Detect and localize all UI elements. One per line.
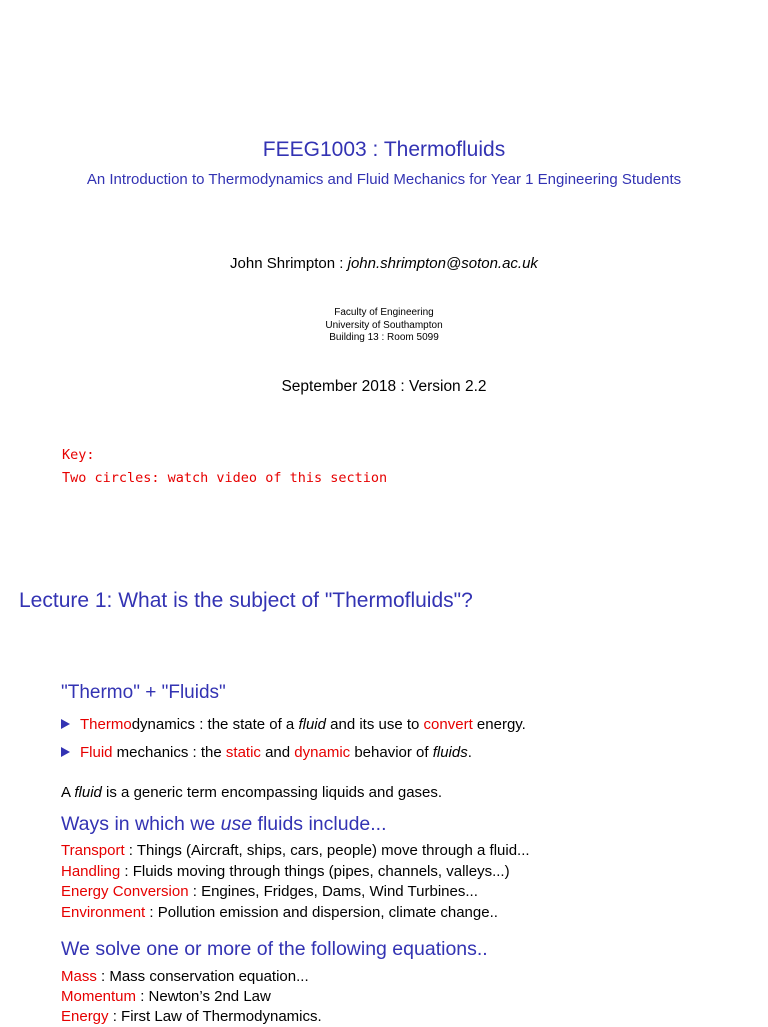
key-two-circles: Two circles: watch video of this section bbox=[62, 470, 388, 486]
bullet-convert-term: convert bbox=[423, 716, 473, 733]
equation-term: Momentum bbox=[61, 988, 137, 1005]
equation-term: Energy bbox=[61, 1008, 109, 1025]
list-item bbox=[61, 987, 322, 1007]
thermo-fluids-heading: "Thermo" + "Fluids" bbox=[61, 682, 226, 703]
fluid-definition bbox=[61, 784, 442, 801]
fluid-def-text: A bbox=[61, 784, 75, 801]
author-line bbox=[0, 255, 768, 272]
ways-desc: : Pollution emission and dispersion, climate change.. bbox=[145, 903, 498, 921]
bullet-triangle-icon bbox=[61, 719, 70, 729]
equation-desc: : First Law of Thermodynamics. bbox=[108, 1008, 322, 1025]
bullet-text: energy. bbox=[472, 716, 526, 733]
ways-desc: : Engines, Fridges, Dams, Wind Turbines... bbox=[188, 883, 478, 900]
bullet-fluids-italic: fluids bbox=[432, 744, 468, 761]
list-item bbox=[61, 862, 530, 883]
bullet-static-term: static bbox=[225, 744, 261, 761]
ways-desc: : Things (Aircraft, ships, cars, people) move through a fluid... bbox=[124, 842, 530, 859]
list-item bbox=[61, 882, 530, 903]
fluid-def-italic: fluid bbox=[74, 784, 102, 801]
bullet-text: . bbox=[467, 744, 472, 761]
author-name: John Shrimpton : bbox=[230, 255, 348, 272]
list-item bbox=[61, 903, 530, 924]
document-title: FEEG1003 : Thermofluids bbox=[262, 138, 506, 161]
list-item bbox=[61, 967, 322, 987]
bullet-text: mechanics : the bbox=[112, 744, 226, 761]
ways-term: Environment bbox=[61, 903, 146, 921]
ways-heading-text: fluids include... bbox=[252, 813, 387, 835]
key-legend bbox=[62, 444, 387, 490]
bullet-text: and bbox=[260, 744, 295, 761]
ways-term: Energy Conversion bbox=[61, 883, 189, 900]
ways-list bbox=[61, 841, 530, 923]
ways-desc: : Fluids moving through things (pipes, channels, valleys...) bbox=[120, 862, 510, 880]
date-version: September 2018 : Version 2.2 bbox=[281, 378, 487, 395]
bullet-fluid-italic: fluid bbox=[298, 716, 326, 733]
fluid-def-text: is a generic term encompassing liquids and gases. bbox=[101, 784, 443, 801]
list-item bbox=[61, 1007, 322, 1027]
affiliation bbox=[0, 307, 768, 345]
ways-term: Handling bbox=[61, 862, 121, 880]
equation-term: Mass bbox=[61, 968, 97, 985]
bullet-triangle-icon bbox=[61, 747, 70, 757]
bullet-dynamic-term: dynamic bbox=[294, 744, 351, 761]
list-item bbox=[61, 841, 530, 862]
ways-heading bbox=[61, 813, 387, 836]
solve-heading: We solve one or more of the following equations.. bbox=[61, 938, 488, 960]
equation-desc: : Newton’s 2nd Law bbox=[136, 988, 271, 1005]
equations-list bbox=[61, 967, 322, 1027]
author-email: john.shrimpton@soton.ac.uk bbox=[347, 255, 538, 272]
bullet-fluid-mechanics bbox=[61, 744, 472, 761]
key-label: Key: bbox=[62, 447, 95, 463]
bullet-fluid-term: Fluid bbox=[80, 744, 113, 761]
bullet-thermodynamics bbox=[61, 716, 526, 733]
document-subtitle: An Introduction to Thermodynamics and Fluid Mechanics for Year 1 Engineering Students bbox=[86, 171, 682, 188]
ways-heading-italic: use bbox=[220, 813, 253, 835]
ways-term: Transport bbox=[61, 842, 125, 859]
affiliation-university: University of Southampton bbox=[325, 319, 443, 331]
bullet-text: and its use to bbox=[325, 716, 424, 733]
equation-desc: : Mass conservation equation... bbox=[96, 968, 309, 985]
bullet-text: dynamics : the state of a bbox=[131, 716, 299, 733]
lecture-title: Lecture 1: What is the subject of "Thermofluids"? bbox=[19, 589, 473, 612]
ways-heading-text: Ways in which we bbox=[61, 813, 221, 835]
affiliation-faculty: Faculty of Engineering bbox=[334, 307, 434, 318]
bullet-text: behavior of bbox=[350, 744, 433, 761]
bullet-thermo-term: Thermo bbox=[80, 716, 132, 733]
affiliation-room: Building 13 : Room 5099 bbox=[329, 332, 439, 343]
